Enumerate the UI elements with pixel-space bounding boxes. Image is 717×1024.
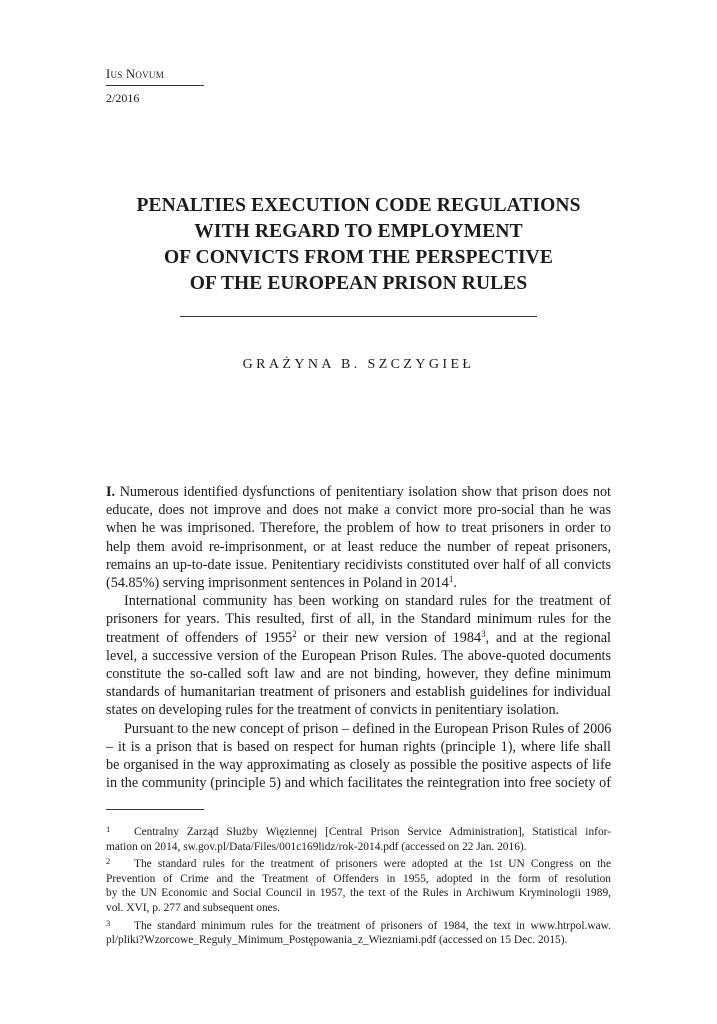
text-line: be organised in the way approximating as closely as possible the positive aspects of life <box>106 757 611 774</box>
title-line: OF CONVICTS FROM THE PERSPECTIVE <box>164 247 553 268</box>
footnote-line: mation on 2014, sw.gov.pl/Data/Files/001c169lidz/rok-2014.pdf (accessed on 22 Jan. 2016). <box>106 840 527 853</box>
text-span: The standard minimum rules for the treatment of prisoners of 1984, the text in www.htrpol.waw. <box>134 919 611 932</box>
text-span: , and at the regional <box>485 629 611 646</box>
text-span: or their new version of 1984 <box>296 629 482 646</box>
footnote <box>106 822 611 854</box>
article-body <box>106 483 611 792</box>
footnotes <box>106 822 611 948</box>
text-line: International community has been working on standard rules for the treatment of <box>124 593 611 610</box>
footnote-line <box>106 854 611 872</box>
footnote-line: pl/pliki?Wzorcowe_Reguły_Minimum_Postępowania_z_Wiezniami.pdf (accessed on 15 Dec. 2015). <box>106 934 568 947</box>
footnote-line <box>106 916 611 934</box>
footnote-number: 2 <box>106 856 111 867</box>
footnote-line: by the UN Economic and Social Council in 1957, the text of the Rules in Archiwum Kryminologii 1989, <box>106 887 611 900</box>
paragraph <box>106 483 611 592</box>
title-divider <box>180 316 537 317</box>
text-line: prisoners for years. This resulted, first of all, in the Standard minimum rules for the <box>106 611 611 628</box>
text-line <box>106 574 611 592</box>
footnote-line <box>106 822 611 840</box>
footnote-divider <box>106 809 204 810</box>
text-line: in the community (principle 5) and which facilitates the reintegration into free society of <box>106 775 611 792</box>
title-line: PENALTIES EXECUTION CODE REGULATIONS <box>136 195 581 216</box>
text-span: (54.85%) serving imprisonment sentences in Poland in 2014 <box>106 575 449 592</box>
text-span: treatment of offenders of 1955 <box>106 629 293 646</box>
footnote-number: 1 <box>106 824 111 834</box>
journal-name: Ius Novum <box>106 67 165 81</box>
footnote-number: 3 <box>106 917 111 928</box>
text-line: remains an up-to-date issue. Penitentiary recidivists constituted over half of all convicts <box>106 556 611 573</box>
text-line <box>106 483 611 501</box>
text-line <box>106 629 611 647</box>
footnote-line: vol. XVI, p. 277 and subsequent ones. <box>106 901 281 914</box>
text-span: Numerous identified dysfunctions of penitentiary isolation show that prison does not <box>119 484 611 500</box>
footnote-ref[interactable]: 3 <box>481 628 486 639</box>
text-span: . <box>453 575 457 592</box>
text-line: Pursuant to the new concept of prison – defined in the European Prison Rules of 2006 <box>124 720 612 737</box>
text-line: level, a successive version of the European Prison Rules. The above-quoted documents <box>106 647 611 664</box>
footnote-line: Prevention of Crime and the Treatment of Offenders in 1955, adopted in the form of resolution <box>106 872 611 885</box>
text-line: when he was imprisoned. Therefore, the problem of how to treat prisoners in order to <box>106 520 611 537</box>
paragraph <box>106 720 611 793</box>
text-span: Centralny Zarząd Służby Więziennej [Central Prison Service Administration], Statistical infor- <box>134 826 611 838</box>
text-line: educate, does not improve and does not make a convict more pro-social than he was <box>106 502 611 519</box>
footnote-ref[interactable]: 2 <box>292 628 297 639</box>
author-name: GRAŻYNA B. SZCZYGIEŁ <box>242 357 475 372</box>
text-line: standards of humanitarian treatment of prisoners and establish guidelines for individual <box>106 684 611 701</box>
paragraph <box>106 592 611 719</box>
title-line: WITH REGARD TO EMPLOYMENT <box>194 221 523 242</box>
footnote <box>106 854 611 915</box>
text-line: – it is a prison that is based on respect for human rights (principle 1), where life shall <box>106 738 611 755</box>
text-span: The standard rules for the treatment of prisoners were adopted at the 1st UN Congress on the <box>134 858 611 871</box>
text-line: help them avoid re-imprisonment, or at least reduce the number of repeat prisoners, <box>106 538 611 555</box>
footnote <box>106 916 611 948</box>
article-title <box>100 193 617 297</box>
journal-issue: 2/2016 <box>106 91 140 105</box>
text-line: constitute the so-called soft law and are not binding, however, they define minimum <box>106 666 611 683</box>
text-line: states on developing rules for the treatment of convicts in penitentiary isolation. <box>106 702 560 719</box>
journal-header <box>106 66 204 106</box>
title-line: OF THE EUROPEAN PRISON RULES <box>189 273 528 294</box>
journal-divider <box>106 85 204 86</box>
section-numeral: I. <box>106 484 116 500</box>
footnote-ref[interactable]: 1 <box>448 574 454 585</box>
